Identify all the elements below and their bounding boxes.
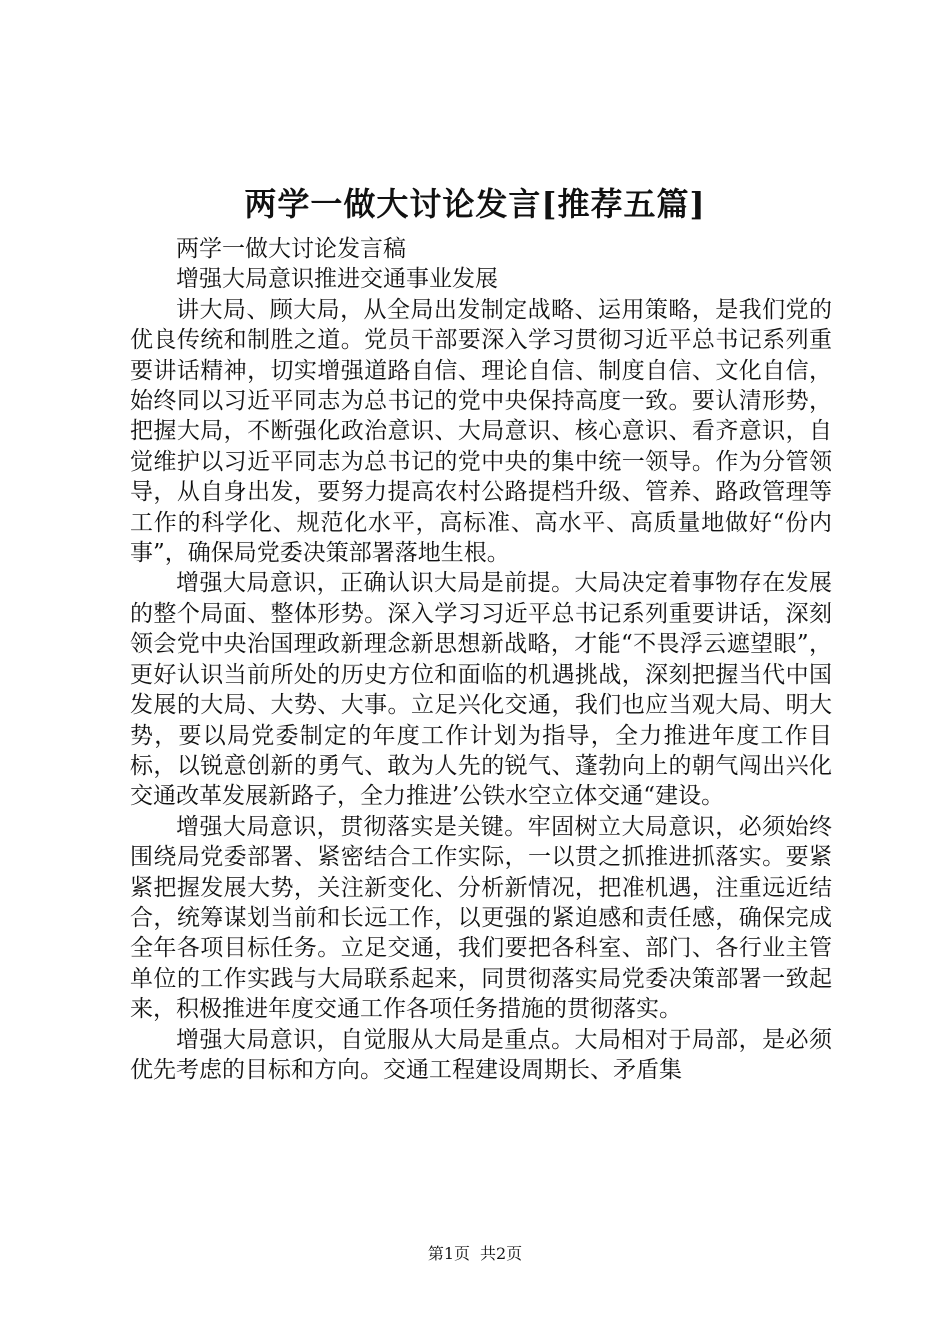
page-number: 第1页 [427,1244,470,1263]
page-footer [0,1243,950,1265]
document-title: 两学一做大讨论发言[推荐五篇] [244,185,706,223]
document-body [130,234,832,1085]
body-paragraph: 增强大局意识，正确认识大局是前提。大局决定着事物存在发展的整个局面、整体形势。深入学习习近平总书记系列重要讲话，深刻领会党中央治国理政新理念新思想新战略，才能“不畏浮云遮望眼”，更好认识当前所处的历史方位和面临的机遇挑战，深刻把握当代中国发展的大局、大势、大事。立足兴化交通，我们也应当观大局、明大势，要以局党委制定的年度工作计划为指导，全力推进年度工作目标，以锐意创新的勇气、敢为人先的锐气、蓬勃向上的朝气闯出兴化交通改革发展新路子，全力推进’公铁水空立体交通“建设。 [130,570,832,810]
body-paragraph: 增强大局意识，贯彻落实是关键。牢固树立大局意识，必须始终围绕局党委部署、紧密结合工作实际，一以贯之抓推进抓落实。要紧紧把握发展大势，关注新变化、分析新情况，把准机遇，注重远近结合，统筹谋划当前和长远工作，以更强的紧迫感和责任感，确保完成全年各项目标任务。立足交通，我们要把各科室、部门、各行业主管单位的工作实践与大局联系起来，同贯彻落实局党委决策部署一致起来，积极推进年度交通工作各项任务措施的贯彻落实。 [130,813,832,1023]
body-paragraph: 增强大局意识，自觉服从大局是重点。大局相对于局部，是必须优先考虑的目标和方向。交通工程建设周期长、矛盾集 [130,1026,832,1083]
speech-title: 两学一做大讨论发言稿 [176,236,406,262]
speech-subtitle: 增强大局意识推进交通事业发展 [176,266,498,293]
body-paragraph: 讲大局、顾大局，从全局出发制定战略、运用策略，是我们党的优良传统和制胜之道。党员干部要深入学习贯彻习近平总书记系列重要讲话精神，切实增强道路自信、理论自信、制度自信、文化自信，始终同以习近平同志为总书记的党中央保持高度一致。要认清形势，把握大局，不断强化政治意识、大局意识、核心意识、看齐意识，自觉维护以习近平同志为总书记的党中央的集中统一领导。作为分管领导，从自身出发，要努力提高农村公路提档升级、管养、路政管理等工作的科学化、规范化水平，高标准、高水平、高质量地做好“份内事”，确保局党委决策部署落地生根。 [130,296,832,567]
page-total: 共2页 [480,1244,523,1263]
